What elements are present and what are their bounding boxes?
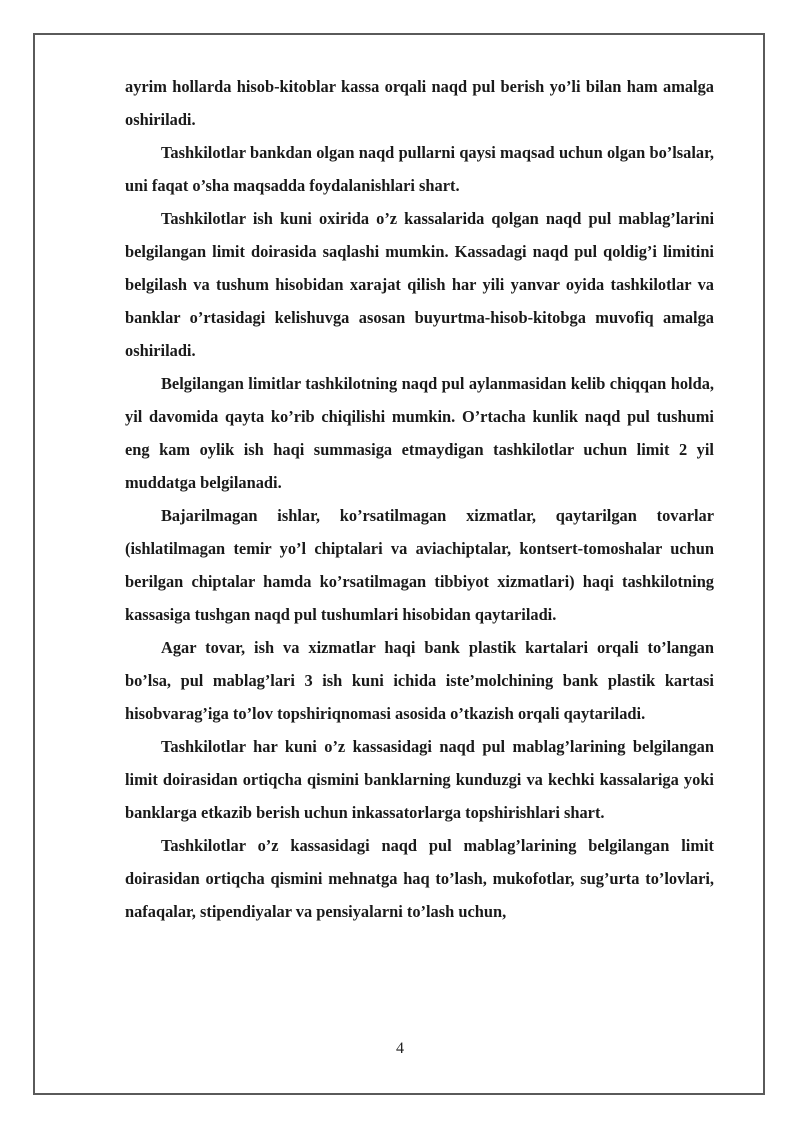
paragraph: Tashkilotlar har kuni o’z kassasidagi naqd pul mablag’larining belgilangan limit doirasidan ortiqcha qismini banklarning kunduzgi va kechki kassalariga yoki banklarga etkazib berish uchun inkassatorlarga topshirishlari shart. xyxy=(125,737,714,822)
paragraph: Tashkilotlar ish kuni oxirida o’z kassalarida qolgan naqd pul mablag’larini belgilangan limit doirasida saqlashi mumkin. Kassadagi naqd pul qoldig’i limitini belgilash va tushum hisobidan xarajat qilish har yili yanvar oyida tashkilotlar va banklar o’rtasidagi kelishuvga asosan buyurtma-hisob-kitobga muvofiq amalga oshiriladi. xyxy=(125,209,714,360)
paragraph: Bajarilmagan ishlar, ko’rsatilmagan xizmatlar, qaytarilgan tovarlar (ishlatilmagan temir yo’l chiptalari va aviachiptalar, kontsert-tomoshalar uchun berilgan chiptalar hamda ko’rsatilmagan tibbiyot xizmatlari) haqi tashkilotning kassasiga tushgan naqd pul tushumlari hisobidan qaytariladi. xyxy=(125,506,714,624)
paragraph: Belgilangan limitlar tashkilotning naqd pul aylanmasidan kelib chiqqan holda, yil davomida qayta ko’rib chiqilishi mumkin. O’rtacha kunlik naqd pul tushumi eng kam oylik ish haqi summasiga etmaydigan tashkilotlar uchun limit 2 yil muddatga belgilanadi. xyxy=(125,374,714,492)
document-body xyxy=(125,70,714,928)
page-number: 4 xyxy=(396,1040,404,1057)
paragraph: ayrim hollarda hisob-kitoblar kassa orqali naqd pul berish yo’li bilan ham amalga oshiriladi. xyxy=(125,77,714,129)
paragraph: Tashkilotlar bankdan olgan naqd pullarni qaysi maqsad uchun olgan bo’lsalar, uni faqat o’sha maqsadda foydalanishlari shart. xyxy=(125,143,714,195)
paragraph: Tashkilotlar o’z kassasidagi naqd pul mablag’larining belgilangan limit doirasidan ortiqcha qismini mehnatga haq to’lash, mukofotlar, sug’urta to’lovlari, nafaqalar, stipendiyalar va pensiyalarni to’lash uchun, xyxy=(125,836,714,921)
paragraph: Agar tovar, ish va xizmatlar haqi bank plastik kartalari orqali to’langan bo’lsa, pul mablag’lari 3 ish kuni ichida iste’molchining bank plastik kartasi hisobvarag’iga to’lov topshiriqnomasi asosida o’tkazish orqali qaytariladi. xyxy=(125,638,714,723)
